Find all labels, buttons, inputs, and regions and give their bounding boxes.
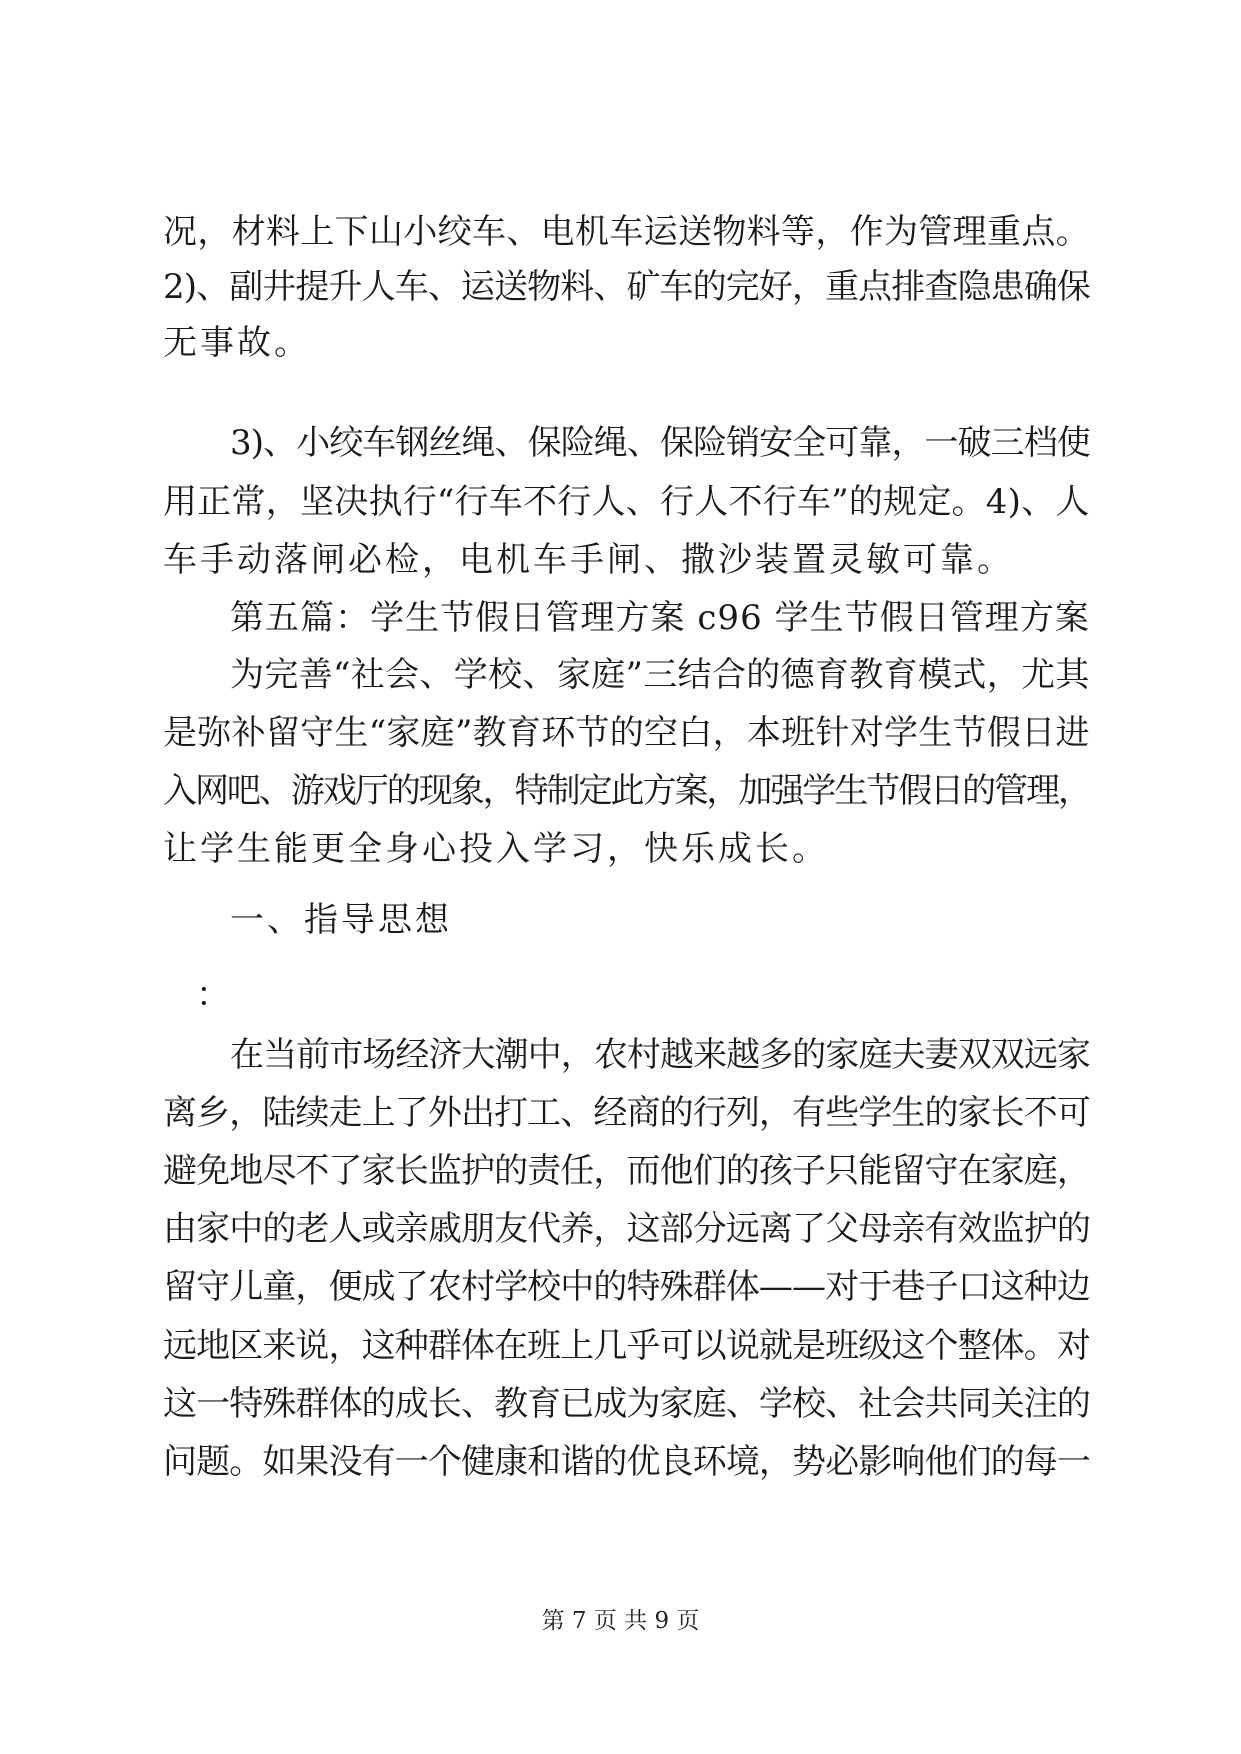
subsection-heading: 一、指导思想 (230, 900, 452, 940)
body-text-line: 况，材料上下山小绞车、电机车运送物料等，作为管理重点。 (163, 212, 1090, 252)
body-text-line: 问题。如果没有一个健康和谐的优良环境，势必影响他们的每一 (163, 1442, 1090, 1482)
body-text-line: 避免地尽不了家长监护的责任，而他们的孩子只能留守在家庭， (163, 1151, 1090, 1191)
body-text-line: 远地区来说，这种群体在班上几乎可以说就是班级这个整体。对 (163, 1326, 1090, 1366)
body-text-line: 由家中的老人或亲戚朋友代养，这部分远离了父母亲有效监护的 (163, 1209, 1090, 1249)
body-text-line: 用正常，坚决执行“行车不行人、行人不行车”的规定。4)、人 (163, 482, 1090, 522)
body-text-line: 3)、小绞车钢丝绳、保险绳、保险销安全可靠，一破三档使 (230, 423, 1090, 463)
body-text-line: 车手动落闸必检，电机车手闸、撒沙装置灵敏可靠。 (163, 540, 1014, 580)
body-text-line: 2)、副井提升人车、运送物料、矿车的完好，重点排查隐患确保 (163, 267, 1090, 307)
body-text-line: 让学生能更全身心投入学习，快乐成长。 (163, 829, 829, 869)
body-text-line: 为完善“社会、学校、家庭”三结合的德育教育模式，尤其 (230, 655, 1090, 695)
body-text-line: 这一特殊群体的成长、教育已成为家庭、学校、社会共同关注的 (163, 1384, 1090, 1424)
body-text-line: 在当前市场经济大潮中，农村越来越多的家庭夫妻双双远家 (230, 1035, 1090, 1075)
section-heading: 第五篇：学生节假日管理方案 c96 学生节假日管理方案 (230, 598, 1090, 638)
colon-line: ： (196, 975, 233, 1015)
page-footer: 第 7 页 共 9 页 (541, 1608, 700, 1634)
body-text-line: 离乡，陆续走上了外出打工、经商的行列，有些学生的家长不可 (163, 1093, 1090, 1133)
body-text-line: 无事故。 (163, 323, 311, 363)
body-text-line: 是弥补留守生“家庭”教育环节的空白，本班针对学生节假日进 (163, 713, 1090, 753)
body-text-line: 留守儿童，便成了农村学校中的特殊群体——对于巷子口这种边 (163, 1267, 1090, 1307)
body-text-line: 入网吧、游戏厅的现象，特制定此方案，加强学生节假日的管理， (163, 771, 1090, 811)
